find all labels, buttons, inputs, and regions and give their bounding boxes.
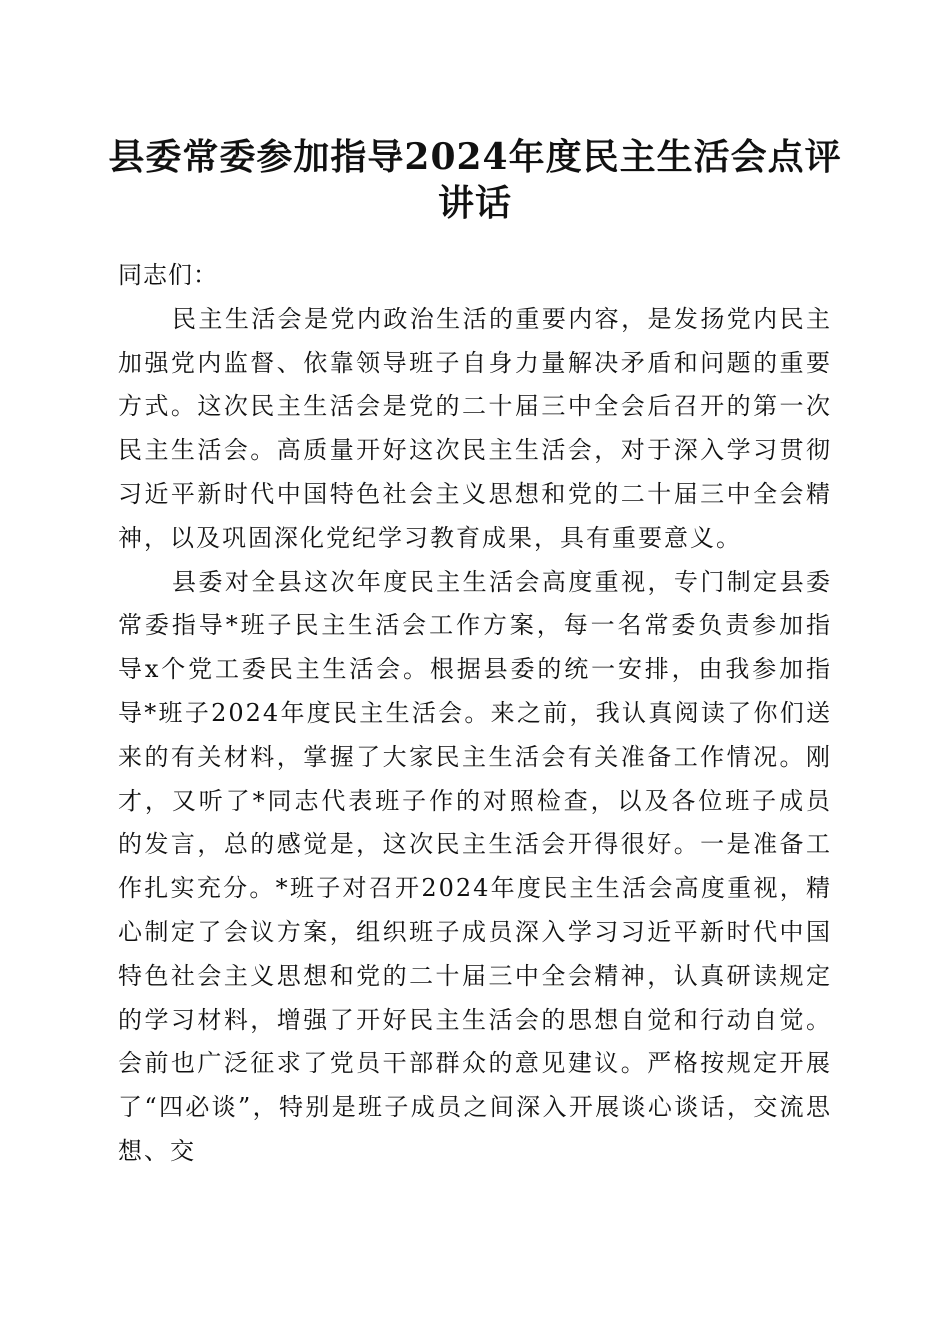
salutation: 同志们： xyxy=(118,261,218,289)
document-body xyxy=(118,254,832,1174)
document-title: 县委常委参加指导2024年度民主生活会点评讲话 xyxy=(108,136,842,224)
paragraph-2: 县委对全县这次年度民主生活会高度重视，专门制定县委常委指导*班子民主生活会工作方案，每一名常委负责参加指导x个党工委民主生活会。根据县委的统一安排，由我参加指导*班子2024年度民主生活会。来之前，我认真阅读了你们送来的有关材料，掌握了大家民主生活会有关准备工作情况。刚才，又听了*同志代表班子作的对照检查，以及各位班子成员的发言，总的感觉是，这次民主生活会开得很好。一是准备工作扎实充分。*班子对召开2024年度民主生活会高度重视，精心制定了会议方案，组织班子成员深入学习习近平新时代中国特色社会主义思想和党的二十届三中全会精神，认真研读规定的学习材料，增强了开好民主生活会的思想自觉和行动自觉。会前也广泛征求了党员干部群众的意见建议。严格按规定开展了“四必谈”，特别是班子成员之间深入开展谈心谈话，交流思想、交 xyxy=(118,567,832,1165)
paragraph-1: 民主生活会是党内政治生活的重要内容，是发扬党内民主加强党内监督、依靠领导班子自身力量解决矛盾和问题的重要方式。这次民主生活会是党的二十届三中全会后召开的第一次民主生活会。高质量开好这次民主生活会，对于深入学习贯彻习近平新时代中国特色社会主义思想和党的二十届三中全会精神，以及巩固深化党纪学习教育成果，具有重要意义。 xyxy=(118,304,832,552)
